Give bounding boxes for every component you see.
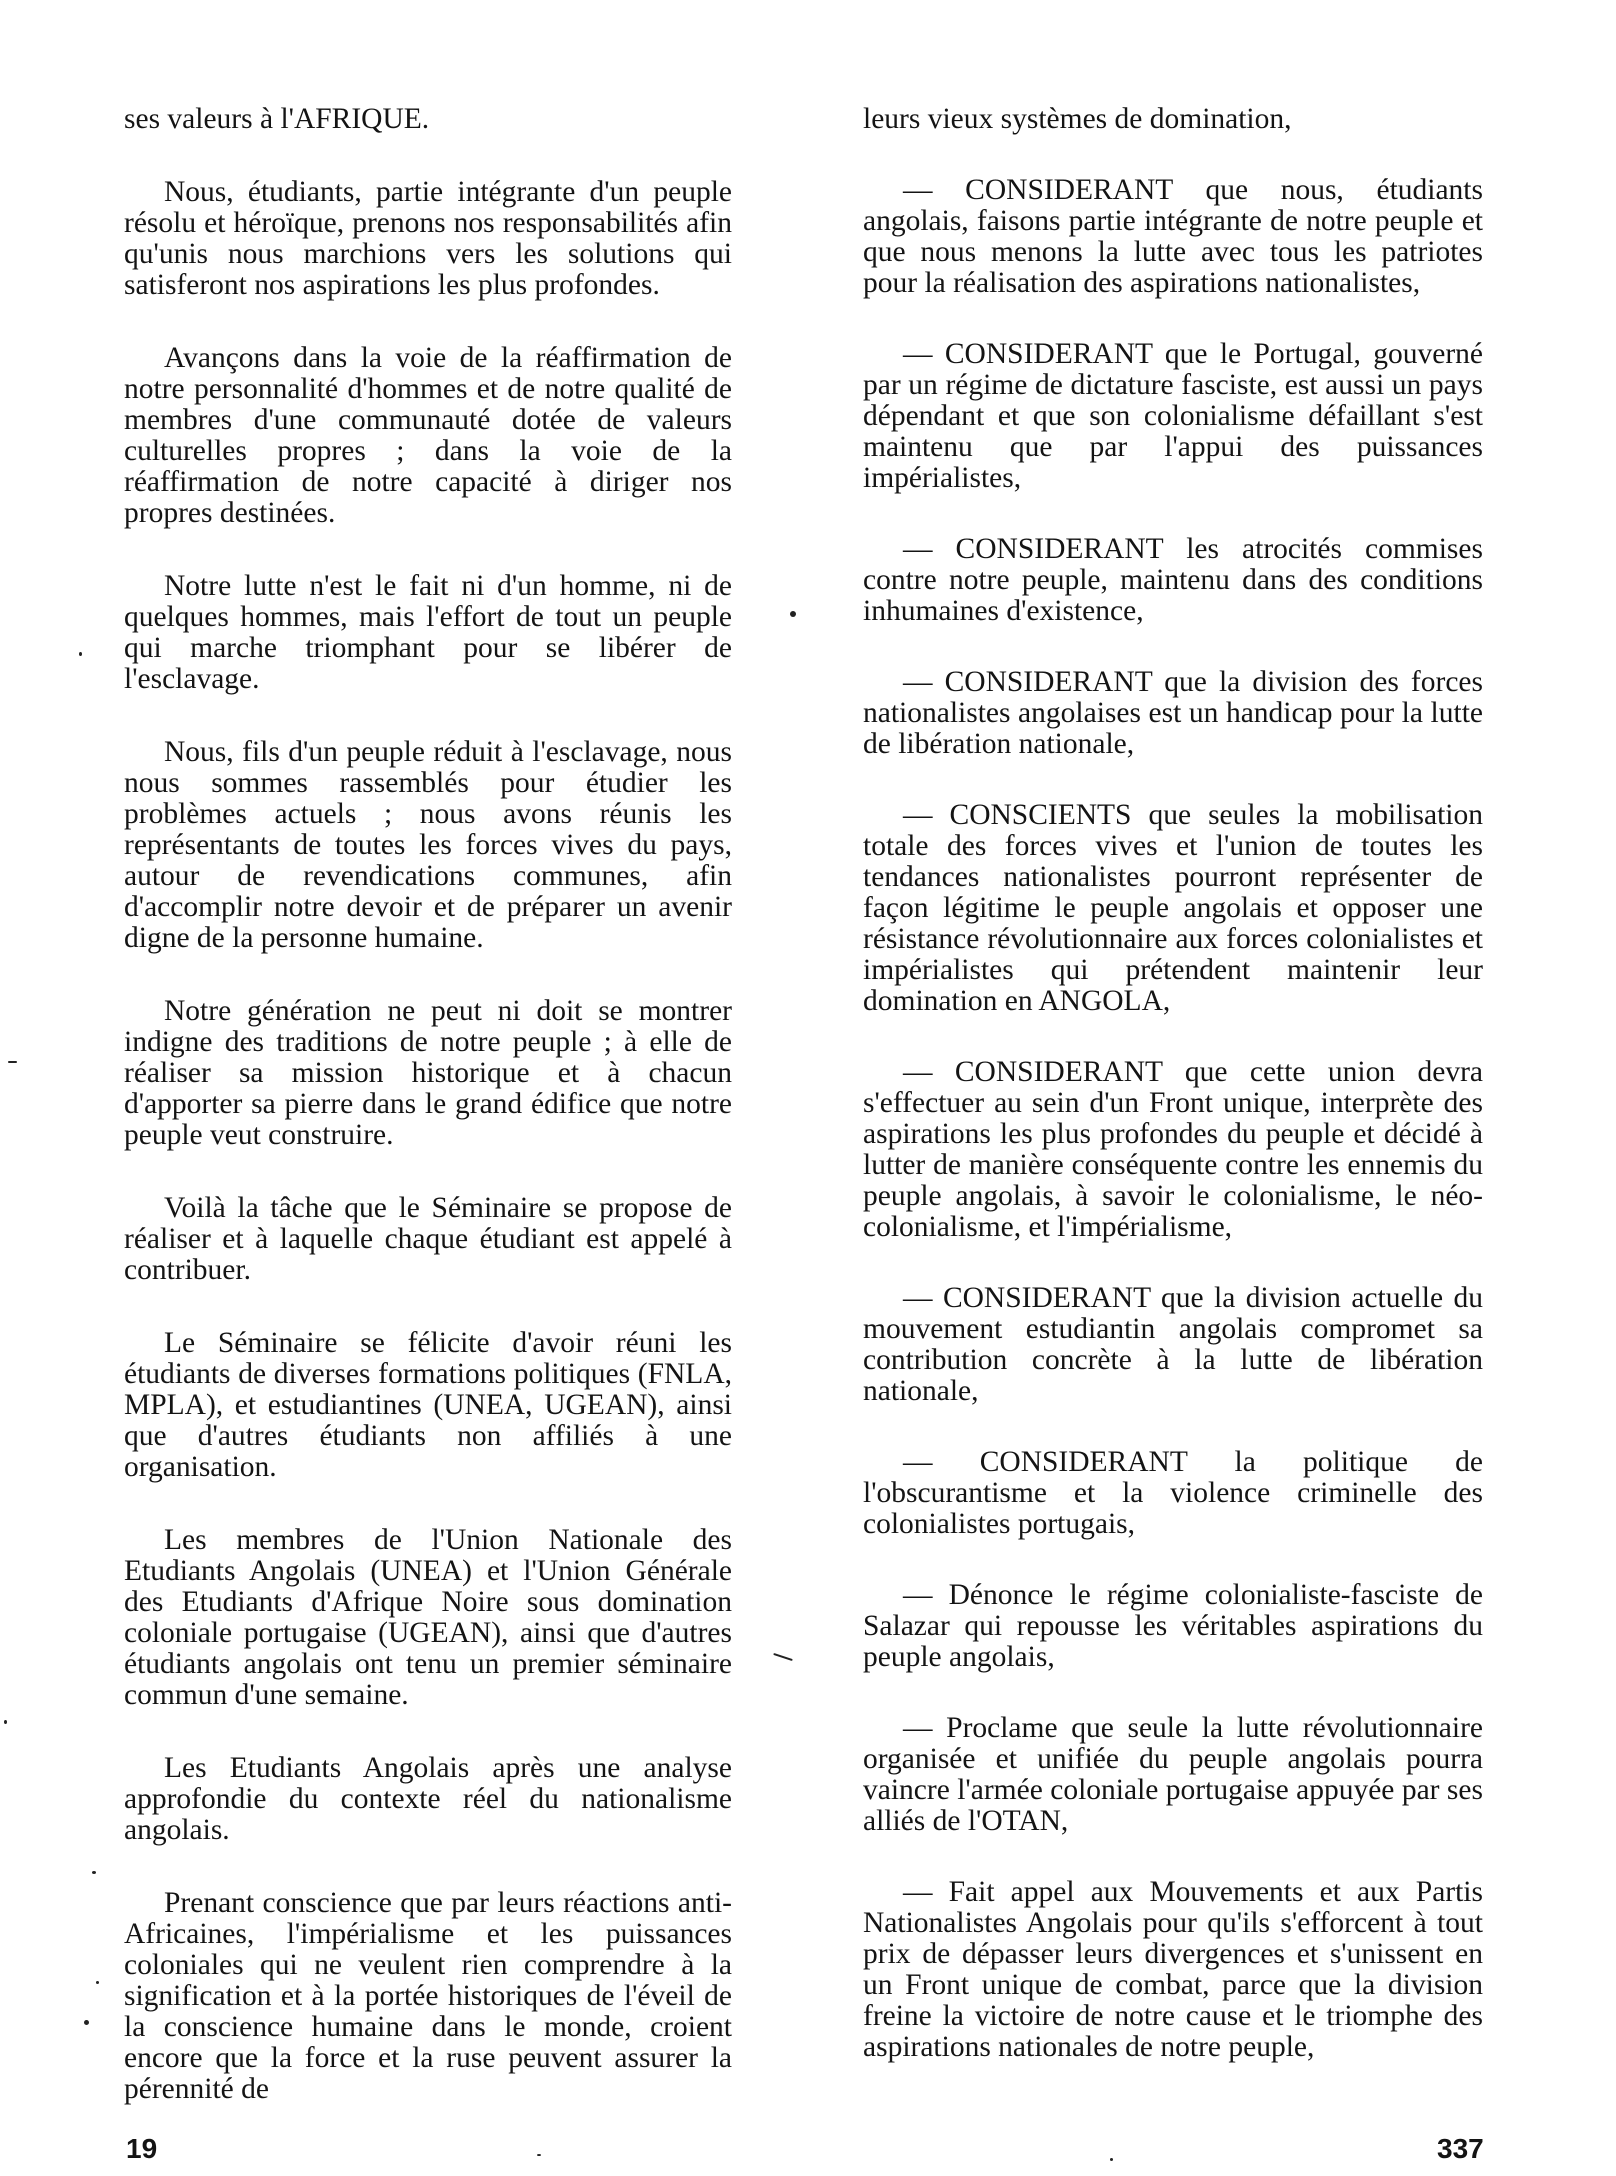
- right-paragraph: — CONSIDERANT que le Portugal, gouverné par un régime de dictature fasciste, est aussi un pays dépendant et que son colonialisme défaillant s'est maintenu que par l'appui des puissances impérialistes,: [863, 338, 1483, 494]
- scan-speck: [790, 611, 796, 617]
- right-paragraph: — CONSIDERANT que la division actuelle du mouvement estudiantin angolais compromet sa contribution concrète à la lutte de libération nationale,: [863, 1282, 1483, 1407]
- left-paragraph: Nous, fils d'un peuple réduit à l'esclavage, nous nous sommes rassemblés pour étudier les problèmes actuels ; nous avons réunis les représentants de toutes les forces vives du pays, autour de revendications communes, afin d'accomplir notre devoir et de préparer un avenir digne de la personne humaine.: [124, 736, 732, 954]
- page-number-left: 19: [126, 2133, 158, 2164]
- scan-speck: [8, 1061, 17, 1063]
- left-paragraph: Avançons dans la voie de la réaffirmation de notre personnalité d'hommes et de notre qualité de membres d'une communauté dotée de valeurs culturelles propres ; dans la voie de la réaffirmation de notre capacité à diriger nos propres destinées.: [124, 342, 732, 529]
- scan-speck: [96, 1981, 99, 1984]
- right-paragraph: — CONSIDERANT la politique de l'obscurantisme et la violence criminelle des colonialistes portugais,: [863, 1446, 1483, 1540]
- scan-speck: [92, 1871, 96, 1874]
- left-paragraph: Nous, étudiants, partie intégrante d'un peuple résolu et héroïque, prenons nos responsabilités afin qu'unis nous marchions vers les solutions qui satisferont nos aspirations les plus profondes.: [124, 176, 732, 301]
- right-paragraph: — CONSIDERANT que nous, étudiants angolais, faisons partie intégrante de notre peuple et que nous menons la lutte avec tous les patriotes pour la réalisation des aspirations nationalistes,: [863, 174, 1483, 299]
- left-paragraph: Le Séminaire se félicite d'avoir réuni les étudiants de diverses formations politiques (FNLA, MPLA), et estudiantines (UNEA, UGEAN), ainsi que d'autres étudiants non affiliés à une organisation.: [124, 1327, 732, 1483]
- left-paragraph: Notre génération ne peut ni doit se montrer indigne des traditions de notre peuple ; à elle de réaliser sa mission historique et à chacun d'apporter sa pierre dans le grand édifice que notre peuple veut construire.: [124, 995, 732, 1151]
- right-paragraph: — Fait appel aux Mouvements et aux Partis Nationalistes Angolais pour qu'ils s'efforcent à tout prix de dépasser leurs divergences et s'unissent en un Front unique de combat, parce que la division freine la victoire de notre cause et le triomphe des aspirations nationales de notre peuple,: [863, 1876, 1483, 2063]
- scan-speck: [79, 652, 82, 656]
- right-paragraph: — CONSIDERANT les atrocités commises contre notre peuple, maintenu dans des conditions inhumaines d'existence,: [863, 533, 1483, 627]
- right-paragraph: — Dénonce le régime colonialiste-fasciste de Salazar qui repousse les véritables aspirations du peuple angolais,: [863, 1579, 1483, 1673]
- right-paragraph: leurs vieux systèmes de domination,: [863, 103, 1292, 135]
- left-paragraph: ses valeurs à l'AFRIQUE.: [124, 103, 430, 135]
- right-paragraph: — CONSIDERANT que la division des forces nationalistes angolaises est un handicap pour la lutte de libération nationale,: [863, 666, 1483, 760]
- right-paragraph: — CONSIDERANT que cette union devra s'effectuer au sein d'un Front unique, interprète des aspirations les plus profondes du peuple et décidé à lutter de manière conséquente contre les ennemis du peuple angolais, à savoir le colonialisme, le néo-colonialisme, et l'impérialisme,: [863, 1056, 1483, 1243]
- left-column: [124, 104, 732, 2105]
- scan-speck: [84, 2020, 89, 2025]
- left-paragraph: Les Etudiants Angolais après une analyse approfondie du contexte réel du nationalisme angolais.: [124, 1752, 732, 1846]
- right-column: [863, 104, 1483, 2063]
- scan-speck: [537, 2154, 541, 2156]
- left-paragraph: Notre lutte n'est le fait ni d'un homme, ni de quelques hommes, mais l'effort de tout un peuple qui marche triomphant pour se libérer de l'esclavage.: [124, 570, 732, 695]
- scan-speck: [773, 1653, 793, 1661]
- right-paragraph: — Proclame que seule la lutte révolutionnaire organisée et unifiée du peuple angolais pourra vaincre l'armée coloniale portugaise appuyée par ses alliés de l'OTAN,: [863, 1712, 1483, 1837]
- left-paragraph: Voilà la tâche que le Séminaire se propose de réaliser et à laquelle chaque étudiant est appelé à contribuer.: [124, 1192, 732, 1286]
- scan-speck: [1110, 2158, 1113, 2161]
- left-paragraph: Prenant conscience que par leurs réactions anti-Africaines, l'impérialisme et les puissances coloniales qui ne veulent rien comprendre à la signification et à la portée historiques de l'éveil de la conscience humaine dans le monde, croient encore que la force et la ruse peuvent assurer la pérennité de: [124, 1887, 732, 2105]
- scan-speck: [4, 1720, 7, 1724]
- page-number-right: 337: [1437, 2133, 1484, 2164]
- right-paragraph: — CONSCIENTS que seules la mobilisation totale des forces vives et l'union de toutes les tendances nationalistes pourront représenter de façon légitime le peuple angolais et opposer une résistance révolutionnaire aux forces colonialistes et impérialistes qui prétendent maintenir leur domination en ANGOLA,: [863, 799, 1483, 1017]
- left-paragraph: Les membres de l'Union Nationale des Etudiants Angolais (UNEA) et l'Union Générale des Etudiants d'Afrique Noire sous domination coloniale portugaise (UGEAN), ainsi que d'autres étudiants angolais ont tenu un premier séminaire commun d'une semaine.: [124, 1524, 732, 1711]
